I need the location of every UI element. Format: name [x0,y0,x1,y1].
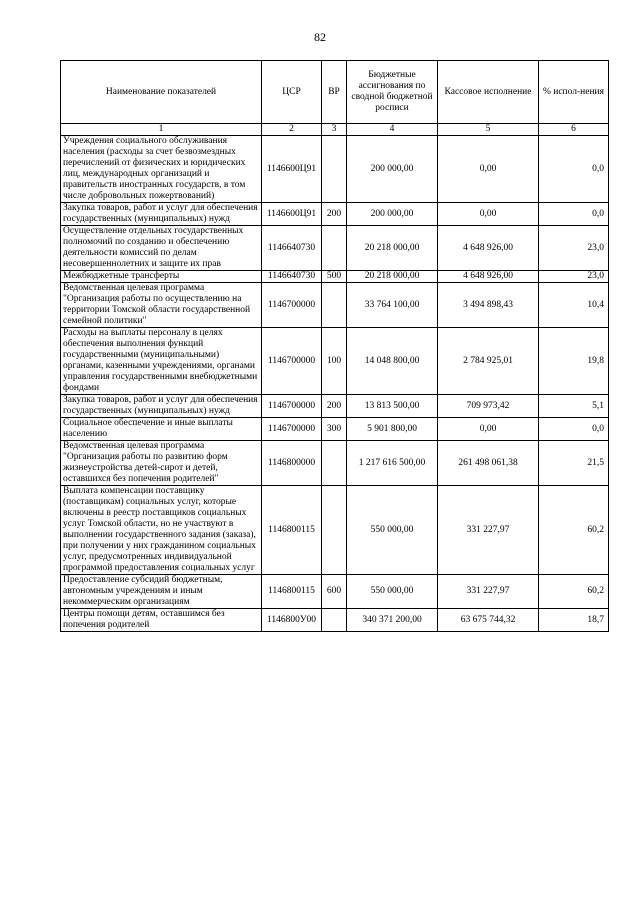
cell-pct: 0,0 [539,203,609,226]
cell-name: Закупка товаров, работ и услуг для обеспечения государственных (муниципальных) нужд [61,203,262,226]
cell-name: Осуществление отдельных государственных полномочий по созданию и обеспечению деятельности комиссий по делам несовершеннолетних и защите их прав [61,226,262,271]
table-row [61,486,609,575]
cell-cash: 331 227,97 [438,486,539,575]
page-number: 82 [314,30,326,44]
cell-csr: 1146800115 [262,575,322,609]
cell-name: Центры помощи детям, оставшимся без попечения родителей [61,609,262,632]
cell-name: Предоставление субсидий бюджетным, автономным учреждениям и иным некоммерческим организациям [61,575,262,609]
column-number: 1 [61,124,262,136]
cell-name: Расходы на выплаты персоналу в целях обеспечения выполнения функций государственными (муниципальными) органами, казенными учреждениями, органами управления государственными внебюджетными фондами [61,328,262,395]
cell-cash: 3 494 898,43 [438,283,539,328]
header-row [61,61,609,124]
cell-vr: 200 [322,203,347,226]
cell-vr: 100 [322,328,347,395]
cell-cash: 709 973,42 [438,395,539,418]
header-name: Наименование показателей [61,61,262,124]
cell-budget: 1 217 616 500,00 [347,441,438,486]
cell-vr [322,486,347,575]
cell-csr: 1146700000 [262,328,322,395]
cell-budget: 340 371 200,00 [347,609,438,632]
column-number: 2 [262,124,322,136]
cell-budget: 13 813 500,00 [347,395,438,418]
cell-budget: 33 764 100,00 [347,283,438,328]
cell-budget: 20 218 000,00 [347,226,438,271]
cell-csr: 1146700000 [262,395,322,418]
cell-cash: 331 227,97 [438,575,539,609]
cell-name: Ведомственная целевая программа "Организация работы по осуществлению на территории Томской области государственной семейной политики" [61,283,262,328]
cell-csr: 1146700000 [262,283,322,328]
cell-csr: 1146800000 [262,441,322,486]
table-row [61,226,609,271]
cell-budget: 550 000,00 [347,575,438,609]
cell-pct: 23,0 [539,271,609,283]
column-number: 3 [322,124,347,136]
cell-csr: 1146800У00 [262,609,322,632]
cell-vr [322,609,347,632]
cell-csr: 1146600Ц91 [262,136,322,203]
header-csr: ЦСР [262,61,322,124]
cell-cash: 0,00 [438,136,539,203]
cell-pct: 23,0 [539,226,609,271]
cell-vr: 500 [322,271,347,283]
table-row [61,283,609,328]
cell-cash: 4 648 926,00 [438,271,539,283]
table-row [61,136,609,203]
column-number: 4 [347,124,438,136]
cell-vr: 600 [322,575,347,609]
cell-csr: 1146640730 [262,226,322,271]
cell-pct: 18,7 [539,609,609,632]
cell-budget: 200 000,00 [347,203,438,226]
cell-cash: 2 784 925,01 [438,328,539,395]
header-vr: ВР [322,61,347,124]
cell-vr [322,226,347,271]
cell-budget: 5 901 800,00 [347,418,438,441]
cell-name: Выплата компенсации поставщику (поставщикам) социальных услуг, которые включены в реестр поставщиков социальных услуг Томской области, но не участвуют в выполнении государственного задания (заказа), при получении у них гражданином социальных услуг, предусмотренных индивидуальной программой предоставления социальных услуг [61,486,262,575]
cell-vr [322,136,347,203]
cell-name: Учреждения социального обслуживания населения (расходы за счет безвозмездных перечислений от физических и юридических лиц, международных организаций и правительств иностранных государств, в том числе добровольных пожертвований) [61,136,262,203]
cell-name: Ведомственная целевая программа "Организация работы по развитию форм жизнеустройства детей-сирот и детей, оставшихся без попечения родителей" [61,441,262,486]
cell-vr [322,441,347,486]
cell-csr: 1146640730 [262,271,322,283]
header-budget: Бюджетные ассигнования по сводной бюджетной росписи [347,61,438,124]
table-row [61,203,609,226]
table-row [61,575,609,609]
cell-name: Закупка товаров, работ и услуг для обеспечения государственных (муниципальных) нужд [61,395,262,418]
cell-budget: 14 048 800,00 [347,328,438,395]
cell-cash: 0,00 [438,203,539,226]
header-pct: % испол-нения [539,61,609,124]
cell-vr: 200 [322,395,347,418]
table-row [61,441,609,486]
cell-pct: 19,8 [539,328,609,395]
table-row [61,418,609,441]
cell-vr: 300 [322,418,347,441]
cell-vr [322,283,347,328]
table-row [61,609,609,632]
cell-csr: 1146800115 [262,486,322,575]
cell-pct: 0,0 [539,418,609,441]
cell-name: Межбюджетные трансферты [61,271,262,283]
cell-name: Социальное обеспечение и иные выплаты населению [61,418,262,441]
cell-budget: 20 218 000,00 [347,271,438,283]
cell-cash: 4 648 926,00 [438,226,539,271]
column-number-row [61,124,609,136]
cell-csr: 1146700000 [262,418,322,441]
cell-budget: 200 000,00 [347,136,438,203]
cell-pct: 10,4 [539,283,609,328]
cell-pct: 21,5 [539,441,609,486]
cell-pct: 0,0 [539,136,609,203]
table-row [61,395,609,418]
cell-budget: 550 000,00 [347,486,438,575]
table-row [61,271,609,283]
cell-pct: 5,1 [539,395,609,418]
budget-table [60,60,609,632]
cell-pct: 60,2 [539,575,609,609]
cell-cash: 0,00 [438,418,539,441]
column-number: 6 [539,124,609,136]
column-number: 5 [438,124,539,136]
table-row [61,328,609,395]
cell-cash: 261 498 061,38 [438,441,539,486]
cell-pct: 60,2 [539,486,609,575]
header-cash: Кассовое исполнение [438,61,539,124]
cell-csr: 1146600Ц91 [262,203,322,226]
cell-cash: 63 675 744,32 [438,609,539,632]
